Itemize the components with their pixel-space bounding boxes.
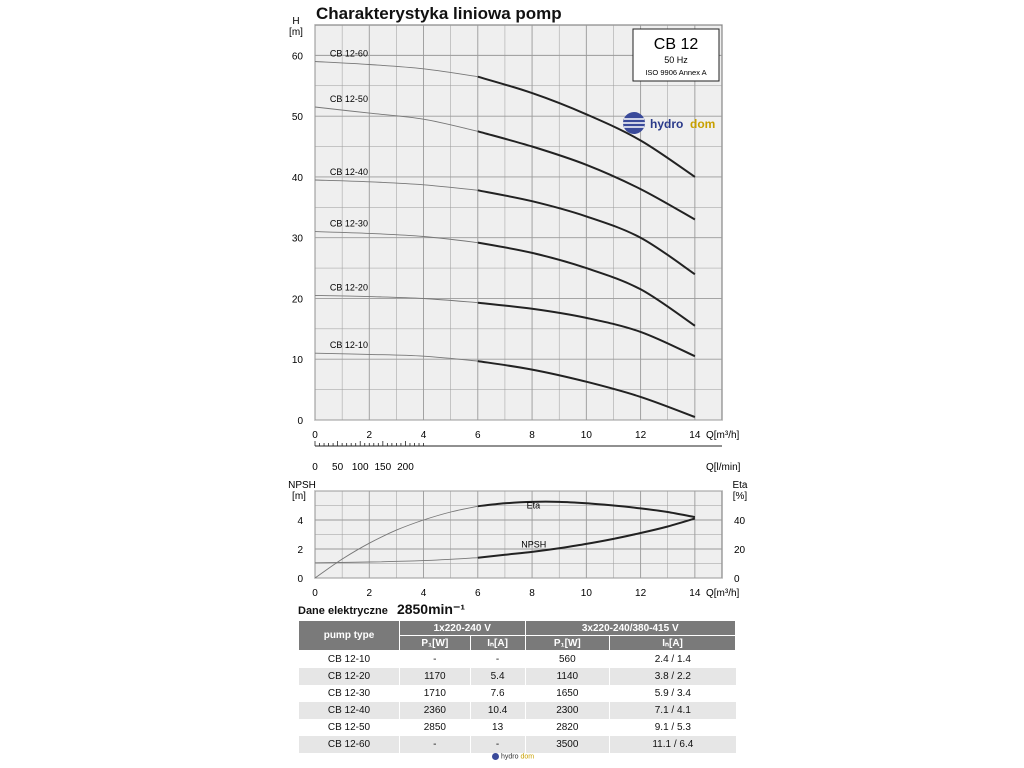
electrical-data-label <box>298 601 465 618</box>
sub-p1-single: P₁[W] <box>400 636 471 651</box>
logo-text-hydro: hydro <box>650 117 684 131</box>
logo-text-dom: dom <box>690 117 716 131</box>
series-label: CB 12-60 <box>329 48 368 59</box>
sub-in-three: Iₙ[A] <box>610 636 736 651</box>
info-model: CB 12 <box>653 36 699 53</box>
table-cell: CB 12-50 <box>299 719 400 736</box>
footer-logo-icon <box>492 753 499 760</box>
y-tick-label: 0 <box>297 416 303 427</box>
npsh-axis-label: NPSH <box>288 480 316 491</box>
table-cell: - <box>400 736 471 753</box>
table-cell: 2360 <box>400 702 471 719</box>
x-axis-label: Q[m³/h] <box>706 430 740 441</box>
table-cell: 10.4 <box>470 702 525 719</box>
lower-x-tick-label: 14 <box>689 588 701 599</box>
y-axis-unit: [m] <box>289 27 303 38</box>
table-cell: 1710 <box>400 685 471 702</box>
table-cell: - <box>470 651 525 669</box>
lower-x-tick-label: 0 <box>312 588 318 599</box>
lower-x-tick-label: 6 <box>475 588 481 599</box>
series-label: CB 12-40 <box>329 166 368 177</box>
table-cell: 560 <box>525 651 610 669</box>
table-cell: CB 12-40 <box>299 702 400 719</box>
lower-x-tick-label: 4 <box>420 588 427 599</box>
series-label: CB 12-30 <box>329 218 368 229</box>
table-row <box>299 651 736 669</box>
table-cell: 2.4 / 1.4 <box>610 651 736 669</box>
table-cell: 1140 <box>525 668 610 685</box>
series-label: CB 12-20 <box>329 282 368 293</box>
footer-logo-dom: dom <box>520 753 535 761</box>
info-standard: ISO 9906 Annex A <box>645 68 707 77</box>
col-pump-type: pump type <box>299 621 400 651</box>
footer-logo-hydro: hydro <box>501 753 519 761</box>
x-tick-label: 2 <box>366 430 373 441</box>
x-tick-label: 6 <box>475 430 481 441</box>
table-cell: CB 12-60 <box>299 736 400 753</box>
x-tick-label: 0 <box>312 430 318 441</box>
table-row <box>299 719 736 736</box>
table-cell: 3.8 / 2.2 <box>610 668 736 685</box>
table-cell: 13 <box>470 719 525 736</box>
series-label: CB 12-50 <box>329 94 368 105</box>
table-cell: CB 12-30 <box>299 685 400 702</box>
electrical-label: Dane elektryczne <box>298 605 388 617</box>
y-tick-label: 40 <box>291 172 303 184</box>
table-cell: 2850 <box>400 719 471 736</box>
y-tick-label: 50 <box>291 112 303 124</box>
table-cell: 9.1 / 5.3 <box>610 719 736 736</box>
plot-area <box>315 25 722 420</box>
footer-logo <box>492 753 534 760</box>
lower-x-tick-label: 12 <box>635 588 647 599</box>
table-cell: 7.1 / 4.1 <box>610 702 736 719</box>
npsh-axis-unit: [m] <box>292 491 306 502</box>
npsh-tick-label: 0 <box>297 574 303 585</box>
secondary-tick-label: 150 <box>374 462 392 473</box>
lower-x-axis-label: Q[m³/h] <box>706 588 740 599</box>
lower-x-tick-label: 2 <box>366 588 373 599</box>
y-tick-label: 30 <box>291 233 303 245</box>
secondary-axis-label: Q[l/min] <box>706 462 741 473</box>
npsh-tick-label: 4 <box>297 516 303 527</box>
secondary-flow-axis <box>312 441 740 473</box>
electrical-table <box>298 620 736 753</box>
table-cell: 1650 <box>525 685 610 702</box>
y-tick-label: 60 <box>291 51 303 63</box>
table-cell: 3500 <box>525 736 610 753</box>
table-cell: 2300 <box>525 702 610 719</box>
table-cell: 1170 <box>400 668 471 685</box>
table-cell: 11.1 / 6.4 <box>610 736 736 753</box>
info-box <box>633 29 719 81</box>
y-axis-label: H <box>292 16 300 27</box>
eta-tick-label: 0 <box>734 574 740 585</box>
x-tick-label: 10 <box>580 430 592 441</box>
lower-x-tick-label: 8 <box>529 588 535 599</box>
secondary-tick-label: 50 <box>332 462 344 473</box>
secondary-tick-label: 100 <box>351 462 369 473</box>
page-title: Charakterystyka liniowa pomp <box>316 4 562 23</box>
eta-tick-label: 20 <box>734 545 746 556</box>
y-tick-label: 10 <box>291 355 303 367</box>
table-row <box>299 702 736 719</box>
info-frequency: 50 Hz <box>664 55 688 65</box>
table-cell: CB 12-20 <box>299 668 400 685</box>
sub-p1-three: P₁[W] <box>525 636 610 651</box>
eta-axis-unit: [%] <box>732 491 748 502</box>
npsh-eta-chart <box>288 480 748 599</box>
table-row <box>299 668 736 685</box>
secondary-tick-label: 0 <box>312 462 318 473</box>
x-tick-label: 14 <box>689 430 701 441</box>
table-cell: 7.6 <box>470 685 525 702</box>
table-cell: 5.9 / 3.4 <box>610 685 736 702</box>
x-tick-label: 8 <box>529 430 535 441</box>
y-tick-label: 20 <box>291 294 303 306</box>
x-tick-label: 4 <box>420 430 427 441</box>
eta-tick-label: 40 <box>734 516 746 527</box>
eta-label: Eta <box>526 500 541 511</box>
eta-axis-label: Eta <box>732 480 748 491</box>
speed-label: 2850min⁻¹ <box>396 601 466 617</box>
sub-in-single: Iₙ[A] <box>470 636 525 651</box>
table-cell: 2820 <box>525 719 610 736</box>
table-row <box>299 685 736 702</box>
group-single-phase: 1x220-240 V <box>400 621 526 636</box>
table-cell: CB 12-10 <box>299 651 400 669</box>
secondary-tick-label: 200 <box>397 462 414 473</box>
table-cell: - <box>470 736 525 753</box>
x-tick-label: 12 <box>635 430 647 441</box>
table-cell: - <box>400 651 471 669</box>
table-row <box>299 736 736 753</box>
series-label: CB 12-10 <box>329 340 368 351</box>
table-cell: 5.4 <box>470 668 525 685</box>
npsh-tick-label: 2 <box>297 545 303 556</box>
group-three-phase: 3x220-240/380-415 V <box>525 621 736 636</box>
lower-x-tick-label: 10 <box>580 588 592 599</box>
npsh-label: NPSH <box>521 539 547 550</box>
